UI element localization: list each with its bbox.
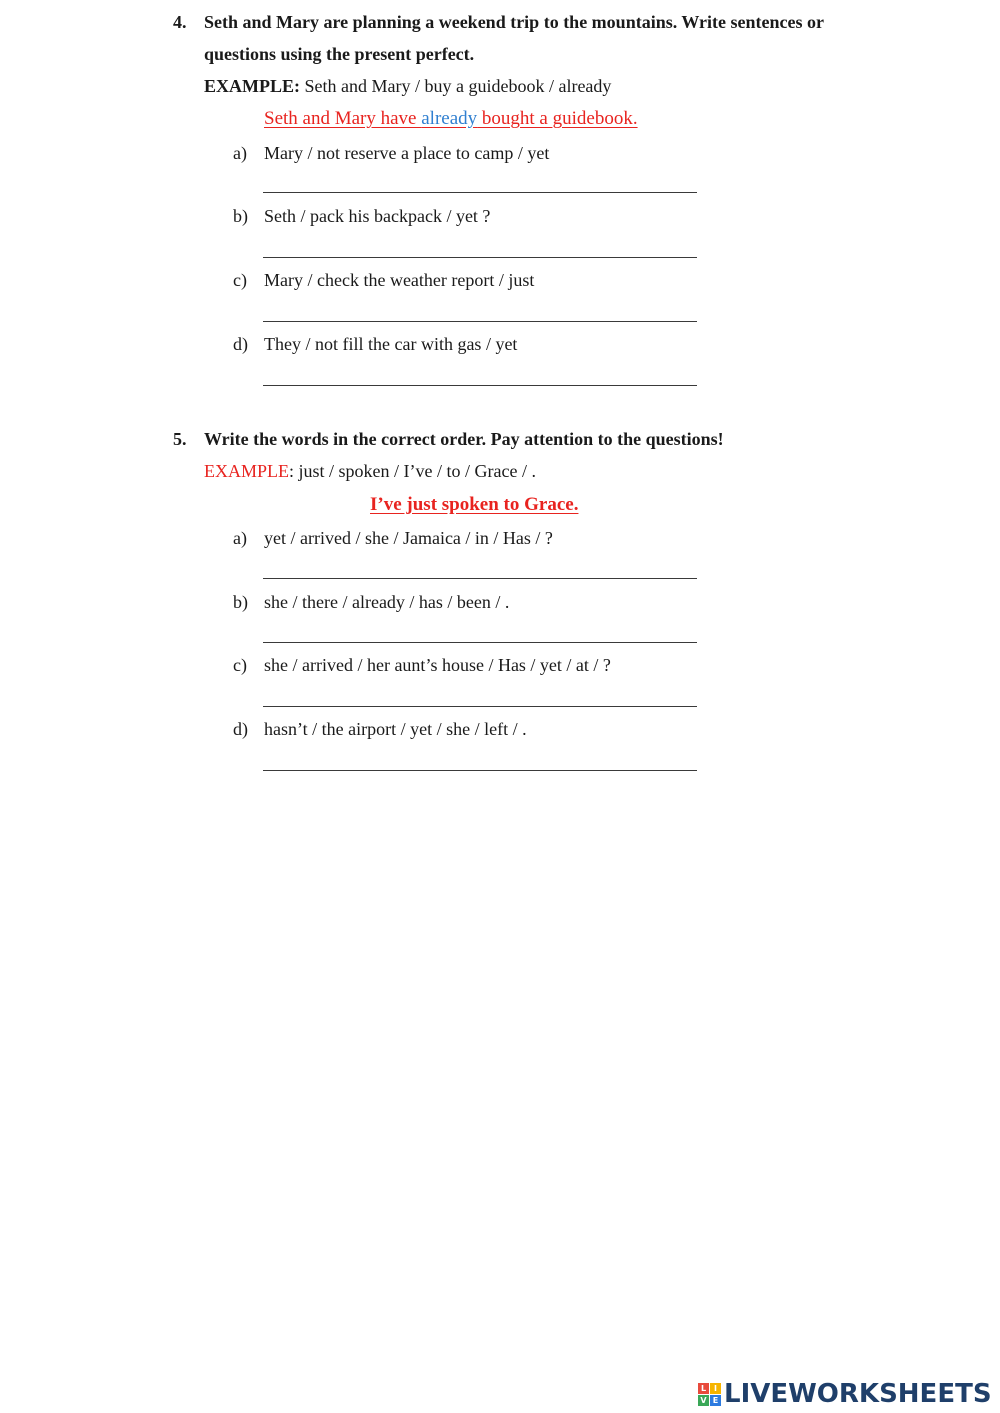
example-answer-highlight: already [421,108,478,129]
q4-item-c-prompt: Mary / check the weather report / just [264,270,535,290]
q5-item-d-prompt: hasn’t / the airport / yet / she / left / . [264,719,527,739]
q5-item-d-answer-line[interactable] [263,770,697,771]
q5-item-a-letter: a) [233,528,247,548]
q5-item-b-letter: b) [233,592,248,612]
liveworksheets-logo-icon [698,1383,721,1406]
q5-item-a-answer-line[interactable] [263,578,697,579]
question-5-example [204,461,536,482]
example-label: EXAMPLE [204,461,289,481]
question-5-number: 5. [173,429,187,449]
q5-item-d-letter: d) [233,719,248,739]
q4-item-c-answer-line[interactable] [263,321,697,322]
example-prompt: Seth and Mary / buy a guidebook / already [300,76,612,96]
question-4-number: 4. [173,12,187,32]
logo-icon-tile-v: V [698,1395,709,1406]
logo-icon-tile-i: I [710,1383,721,1394]
q5-item-c-prompt: she / arrived / her aunt’s house / Has / yet / at / ? [264,655,611,675]
q4-item-a-letter: a) [233,143,247,163]
liveworksheets-logo [698,1378,992,1410]
q5-item-a-prompt: yet / arrived / she / Jamaica / in / Has / ? [264,528,553,548]
logo-icon-tile-e: E [710,1395,721,1406]
q4-item-a-answer-line[interactable] [263,192,697,193]
q4-item-d-answer-line[interactable] [263,385,697,386]
question-4-instruction-line1: Seth and Mary are planning a weekend trip to the mountains. Write sentences or [204,12,825,32]
q4-item-d-prompt: They / not fill the car with gas / yet [264,334,518,354]
question-5-instruction: Write the words in the correct order. Pay attention to the questions! [204,429,724,449]
q5-item-c-answer-line[interactable] [263,706,697,707]
example-answer-part1: Seth and Mary have [264,108,422,129]
q4-item-b-answer-line[interactable] [263,257,697,258]
q5-item-c-letter: c) [233,655,247,675]
q4-item-b-prompt: Seth / pack his backpack / yet ? [264,206,491,226]
question-4-instruction-line2: questions using the present perfect. [204,44,475,64]
q4-item-c-letter: c) [233,270,247,290]
question-4-example [204,76,611,97]
question-5-example-answer: I’ve just spoken to Grace. [370,494,579,515]
q4-item-a-prompt: Mary / not reserve a place to camp / yet [264,143,550,163]
example-label: EXAMPLE: [204,76,300,96]
q4-item-d-letter: d) [233,334,248,354]
example-prompt: : just / spoken / I’ve / to / Grace / . [289,461,536,481]
q4-item-b-letter: b) [233,206,248,226]
q5-item-b-answer-line[interactable] [263,642,697,643]
liveworksheets-logo-text: LIVEWORKSHEETS [724,1379,992,1409]
question-4-example-answer [264,108,638,130]
example-answer-part3: bought a guidebook. [477,108,638,129]
q5-item-b-prompt: she / there / already / has / been / . [264,592,510,612]
logo-icon-tile-l: L [698,1383,709,1394]
